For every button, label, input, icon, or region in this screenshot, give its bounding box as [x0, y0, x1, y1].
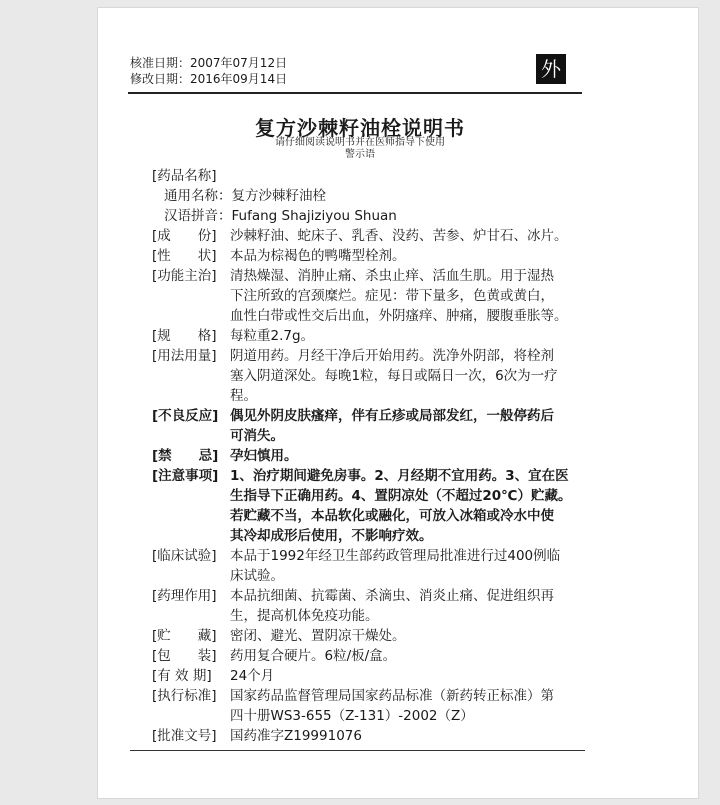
field-value-line: 偶见外阴皮肤瘙痒，伴有丘疹或局部发红，一般停药后 — [230, 408, 554, 424]
usage-notice: 请仔细阅读说明书并在医师指导下使用 — [275, 137, 445, 148]
field-row — [152, 646, 592, 666]
field-value-line: 孕妇慎用。 — [230, 448, 298, 464]
field-value — [230, 406, 592, 446]
date-block — [130, 55, 287, 87]
field-row — [152, 346, 592, 406]
field-value — [230, 586, 592, 626]
field-label: 通用名称： — [164, 188, 232, 204]
field-label: [批准文号] — [152, 728, 217, 744]
field-row — [152, 186, 592, 206]
field-value — [230, 446, 592, 466]
field-value — [230, 626, 592, 646]
field-row — [152, 326, 592, 346]
field-value-line: 血性白带或性交后出血，外阴瘙痒、肿痛，腰腹垂胀等。 — [230, 308, 568, 324]
field-row — [152, 446, 592, 466]
field-label: [性 状] — [152, 248, 217, 264]
field-value-line: 生指导下正确用药。4、置阴凉处（不超过20℃）贮藏。 — [230, 488, 572, 504]
field-value — [230, 246, 592, 266]
field-value-line: 四十册WS3-655（Z-131）-2002（Z） — [230, 708, 474, 724]
field-row — [152, 626, 592, 646]
field-value — [232, 186, 593, 206]
field-label: [贮 藏] — [152, 628, 217, 644]
field-value-line: 下注所致的宫颈糜烂。症见：带下量多，色黄或黄白， — [230, 288, 554, 304]
field-row — [152, 226, 592, 246]
field-value-line: 床试验。 — [230, 568, 284, 584]
field-value-line: 本品抗细菌、抗霉菌、杀滴虫、消炎止痛、促进组织再 — [230, 588, 554, 604]
field-value-line: 国药准字Z19991076 — [230, 728, 362, 744]
field-label: [不良反应] — [152, 408, 219, 424]
field-value — [230, 646, 592, 666]
field-row — [152, 666, 592, 686]
field-label: [临床试验] — [152, 548, 217, 564]
field-label: [执行标准] — [152, 688, 217, 704]
field-row — [152, 246, 592, 266]
field-value-line: 若贮藏不当，本品软化或融化，可放入冰箱或冷水中使 — [230, 508, 554, 524]
header-divider — [128, 92, 582, 94]
field-label: [用法用量] — [152, 348, 217, 364]
field-value — [230, 326, 592, 346]
field-value-line: 国家药品监督管理局国家药品标准（新药转正标准）第 — [230, 688, 554, 704]
field-row — [152, 406, 592, 446]
field-value-line: 1、治疗期间避免房事。2、月经期不宜用药。3、宜在医 — [230, 468, 569, 484]
field-row — [152, 546, 592, 586]
field-value — [230, 266, 592, 326]
field-value-line: 清热燥湿、消肿止痛、杀虫止痒、活血生肌。用于湿热 — [230, 268, 554, 284]
field-label: [功能主治] — [152, 268, 217, 284]
external-use-badge: 外 — [536, 54, 566, 84]
field-row — [152, 466, 592, 546]
field-value — [232, 206, 593, 226]
field-value-line: 生，提高机体免疫功能。 — [230, 608, 379, 624]
warning-label: 警示语 — [345, 149, 375, 160]
field-row — [152, 686, 592, 726]
field-row — [152, 586, 592, 626]
field-label: 汉语拼音： — [164, 208, 232, 224]
field-label: [有 效 期] — [152, 668, 212, 684]
field-value-line: 24个月 — [230, 668, 275, 684]
field-value-line: 其冷却成形后使用，不影响疗效。 — [230, 528, 433, 544]
footer-divider — [130, 750, 585, 751]
field-label: [规 格] — [152, 328, 217, 344]
field-value — [230, 346, 592, 406]
field-value-line: 本品为棕褐色的鸭嘴型栓剂。 — [230, 248, 406, 264]
field-value-line: 阴道用药。月经干净后开始用药。洗净外阴部，将栓剂 — [230, 348, 554, 364]
field-value-line: Fufang Shajiziyou Shuan — [231, 208, 397, 224]
field-list — [152, 186, 592, 746]
field-label: [注意事项] — [152, 468, 219, 484]
field-row — [152, 726, 592, 746]
field-row — [152, 266, 592, 326]
field-value-line: 沙棘籽油、蛇床子、乳香、没药、苦参、炉甘石、冰片。 — [230, 228, 568, 244]
field-value — [230, 686, 592, 726]
field-value — [230, 466, 592, 546]
field-label: [成 份] — [152, 228, 217, 244]
drug-name-section: [药品名称] — [152, 168, 217, 184]
field-value-line: 复方沙棘籽油栓 — [231, 188, 326, 204]
field-label: [禁 忌] — [152, 448, 219, 464]
field-value-line: 密闭、避光、置阴凉干燥处。 — [230, 628, 406, 644]
field-row — [152, 206, 592, 226]
field-value — [230, 726, 592, 746]
field-label: [药理作用] — [152, 588, 217, 604]
field-value — [230, 666, 592, 686]
field-value-line: 可消失。 — [230, 428, 284, 444]
document-title: 复方沙棘籽油栓说明书 — [255, 116, 465, 140]
field-label: [包 装] — [152, 648, 217, 664]
field-value-line: 本品于1992年经卫生部药政管理局批准进行过400例临 — [230, 548, 561, 564]
leaflet-body — [152, 166, 592, 746]
field-value-line: 药用复合硬片。6粒/板/盒。 — [230, 648, 397, 664]
field-value-line: 程。 — [230, 388, 257, 404]
approval-date: 核准日期：2007年07月12日 — [130, 56, 288, 70]
revision-date: 修改日期：2016年09月14日 — [130, 72, 288, 86]
field-value-line: 每粒重2.7g。 — [230, 328, 315, 344]
field-value — [230, 546, 592, 586]
field-value — [230, 226, 592, 246]
field-value-line: 塞入阴道深处。每晚1粒，每日或隔日一次，6次为一疗 — [230, 368, 558, 384]
